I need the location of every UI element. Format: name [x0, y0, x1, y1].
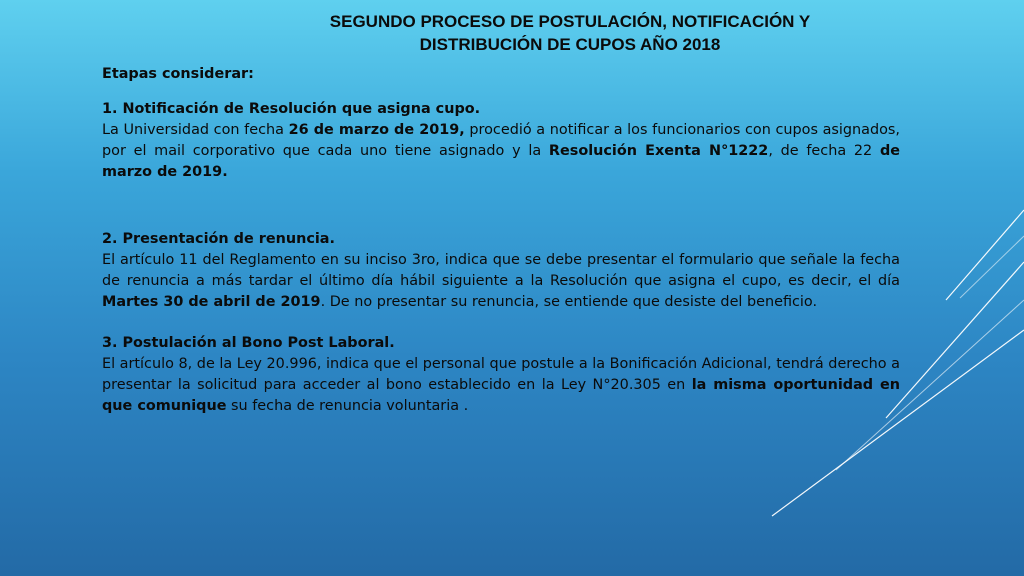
slide-title — [230, 10, 910, 56]
section-2-paragraph: El artículo 11 del Reglamento en su inciso 3ro, indica que se debe presentar el formulario que señale la fecha de renuncia a más tardar el último día hábil siguiente a la Resolución que asigna el cupo, es decir, el día Martes 30 de abril de 2019. De no presentar su renuncia, se entiende que desiste del beneficio. — [102, 252, 900, 310]
deco-line-5 — [960, 236, 1024, 298]
section-1-heading: 1. Notificación de Resolución que asigna cupo. — [102, 101, 481, 117]
deco-line-2 — [886, 262, 1024, 418]
slide-body — [102, 64, 900, 417]
title-line-2: DISTRIBUCIÓN DE CUPOS AÑO 2018 — [419, 35, 721, 54]
section-1-paragraph: La Universidad con fecha 26 de marzo de 2019, procedió a notificar a los funcionarios con cupos asignados, por el mail corporativo que cada uno tiene asignado y la Resolución Exenta N°1222, de fecha 22 de marzo de 2019. — [102, 122, 901, 180]
intro-label: Etapas considerar: — [102, 66, 254, 82]
deco-line-1 — [946, 210, 1024, 300]
section-2-heading: 2. Presentación de renuncia. — [102, 231, 335, 247]
section-3-heading: 3. Postulación al Bono Post Laboral. — [102, 335, 395, 351]
section-3-paragraph: El artículo 8, de la Ley 20.996, indica que el personal que postule a la Bonificación Adicional, tendrá derecho a presentar la solicitud para acceder al bono establecido en la Ley N°20.305 en la misma oportunidad en que comunique su fecha de renuncia voluntaria . — [102, 356, 900, 414]
title-line-1: SEGUNDO PROCESO DE POSTULACIÓN, NOTIFICACIÓN Y — [329, 12, 811, 31]
